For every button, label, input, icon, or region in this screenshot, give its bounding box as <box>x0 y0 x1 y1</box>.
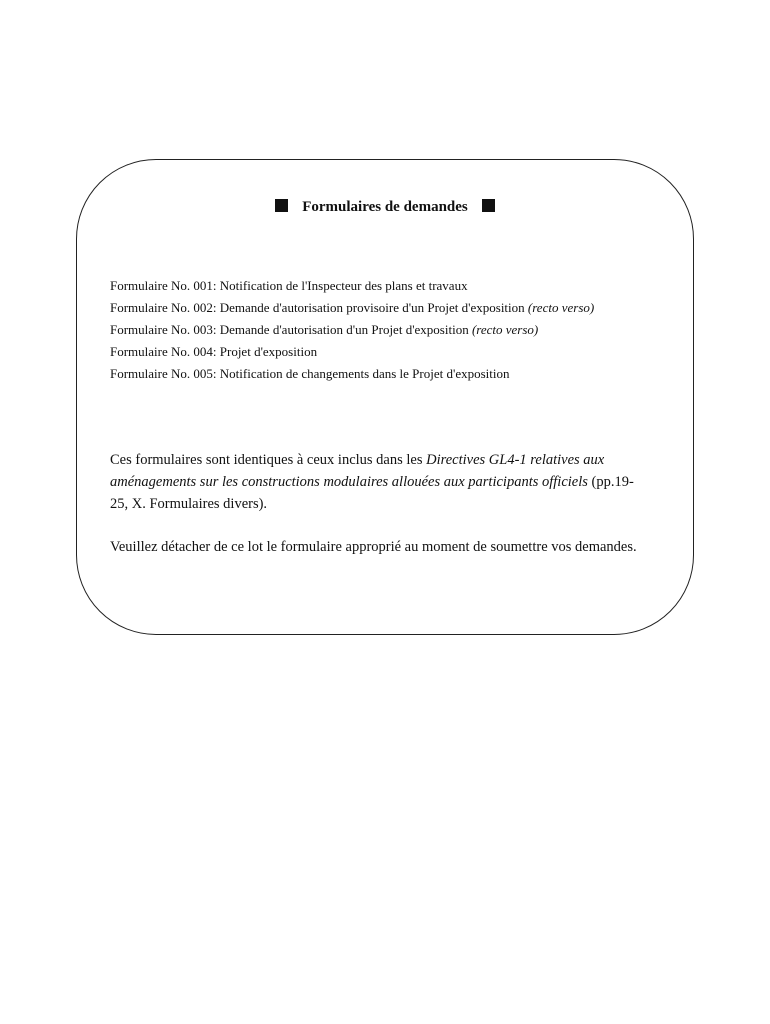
form-number: Formulaire No. 003: <box>110 322 217 337</box>
paragraph1-before: Ces formulaires sont identiques à ceux inclus dans les <box>110 452 427 468</box>
form-description: Notification de l'Inspecteur des plans et travaux <box>216 278 468 293</box>
square-bullet-icon <box>482 199 495 212</box>
form-description: Projet d'exposition <box>216 344 318 359</box>
form-item <box>110 363 594 385</box>
form-description: Notification de changements dans le Projet d'exposition <box>216 366 510 381</box>
form-item <box>110 297 594 319</box>
forms-explanation-paragraph <box>110 449 650 515</box>
form-note: (recto verso) <box>527 300 595 315</box>
form-number: Formulaire No. 004: <box>110 344 217 359</box>
square-bullet-icon <box>275 199 288 212</box>
rounded-frame <box>76 159 694 635</box>
form-description: Demande d'autorisation provisoire d'un Projet d'exposition <box>216 300 528 315</box>
instruction-paragraph: Veuillez détacher de ce lot le formulaire approprié au moment de soumettre vos demandes. <box>110 539 637 555</box>
form-item <box>110 341 594 363</box>
paragraph1-after: (pp.19-25, X. Formulaires divers). <box>110 474 634 512</box>
section-title <box>0 199 770 216</box>
form-number: Formulaire No. 001: <box>110 278 217 293</box>
form-number: Formulaire No. 002: <box>110 300 217 315</box>
form-description: Demande d'autorisation d'un Projet d'exposition <box>216 322 472 337</box>
directives-title: Directives GL4-1 relatives aux aménagements sur les constructions modulaires allouées aux participants officiels <box>110 452 605 490</box>
form-number: Formulaire No. 005: <box>110 366 217 381</box>
form-item <box>110 275 594 297</box>
form-item <box>110 319 594 341</box>
form-note: (recto verso) <box>471 322 539 337</box>
title-text: Formulaires de demandes <box>302 199 468 215</box>
forms-list <box>110 275 594 385</box>
